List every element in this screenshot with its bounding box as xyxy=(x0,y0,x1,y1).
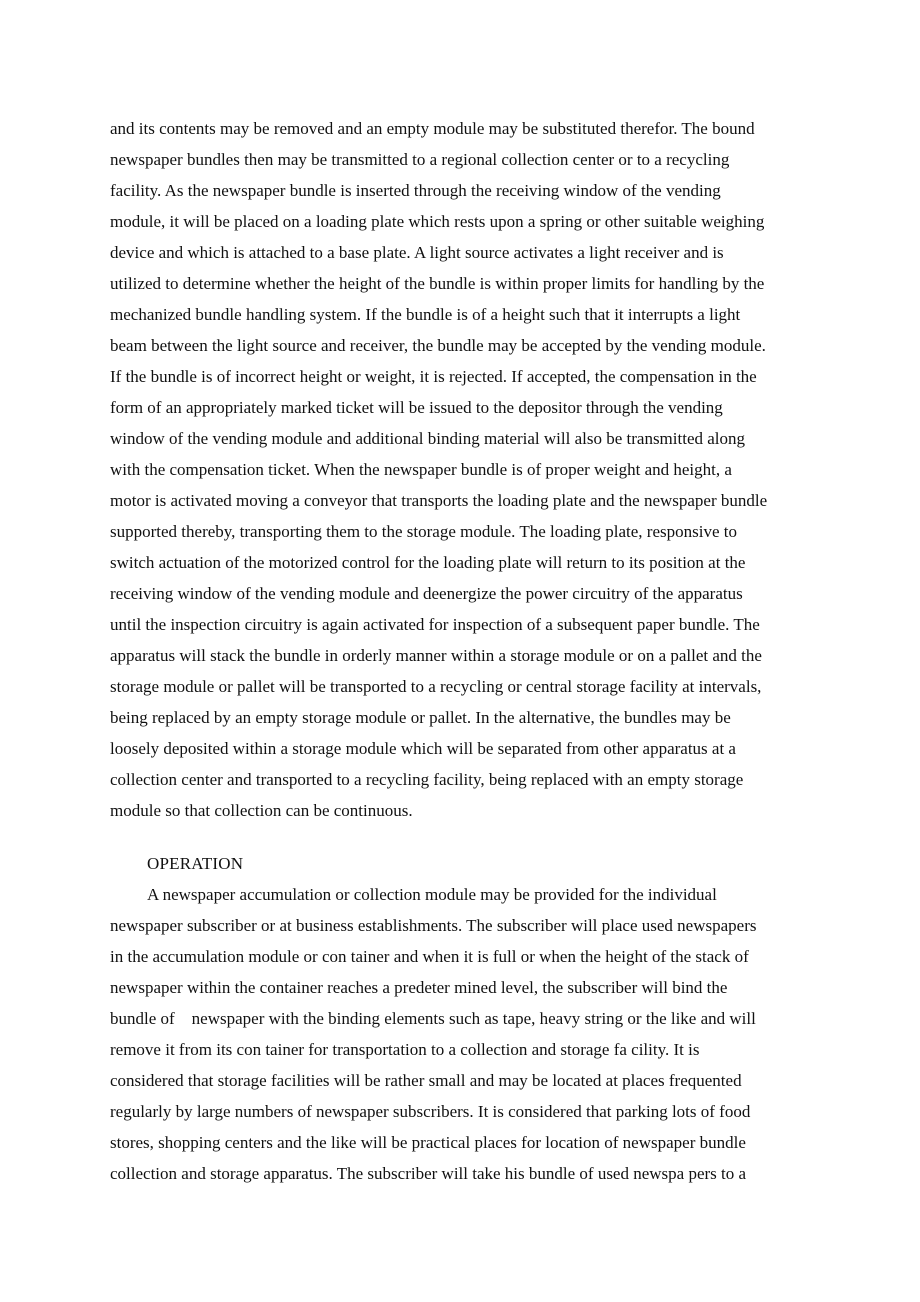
text-line: storage module or pallet will be transported to a recycling or central storage facility at intervals, xyxy=(110,677,762,696)
text-line: bundle of newspaper with the binding elements such as tape, heavy string or the like and will xyxy=(110,1009,756,1028)
text-line: stores, shopping centers and the like will be practical places for location of newspaper bundle xyxy=(110,1133,746,1152)
text-line: device and which is attached to a base plate. A light source activates a light receiver and is xyxy=(110,243,724,262)
text-line: module, it will be placed on a loading plate which rests upon a spring or other suitable weighing xyxy=(110,212,765,231)
text-line: newspaper subscriber or at business establishments. The subscriber will place used newspapers xyxy=(110,916,757,935)
text-line: in the accumulation module or con tainer and when it is full or when the height of the stack of xyxy=(110,947,749,966)
text-line: remove it from its con tainer for transportation to a collection and storage fa cility. It is xyxy=(110,1040,700,1059)
text-line: with the compensation ticket. When the newspaper bundle is of proper weight and height, a xyxy=(110,460,732,479)
text-line: A newspaper accumulation or collection module may be provided for the individual xyxy=(147,885,717,904)
text-line: supported thereby, transporting them to the storage module. The loading plate, responsive to xyxy=(110,522,737,541)
text-line: utilized to determine whether the height of the bundle is within proper limits for handling by the xyxy=(110,274,765,293)
text-line: apparatus will stack the bundle in orderly manner within a storage module or on a pallet and the xyxy=(110,646,762,665)
text-line: window of the vending module and additional binding material will also be transmitted along xyxy=(110,429,746,448)
text-line: beam between the light source and receiver, the bundle may be accepted by the vending module. xyxy=(110,336,766,355)
text-line: considered that storage facilities will be rather small and may be located at places frequented xyxy=(110,1071,742,1090)
body-paragraph-2 xyxy=(110,879,830,1189)
text-line: collection center and transported to a recycling facility, being replaced with an empty storage xyxy=(110,770,744,789)
text-line: newspaper within the container reaches a predeter mined level, the subscriber will bind the xyxy=(110,978,728,997)
section-heading-operation: OPERATION xyxy=(147,854,244,873)
text-line: newspaper bundles then may be transmitted to a regional collection center or to a recycling xyxy=(110,150,730,169)
text-line: motor is activated moving a conveyor that transports the loading plate and the newspaper bundle xyxy=(110,491,768,510)
text-line: collection and storage apparatus. The subscriber will take his bundle of used newspa pers to a xyxy=(110,1164,747,1183)
text-line: module so that collection can be continuous. xyxy=(110,801,413,820)
document-page xyxy=(110,113,830,1189)
text-line: switch actuation of the motorized control for the loading plate will return to its position at the xyxy=(110,553,746,572)
text-line: regularly by large numbers of newspaper subscribers. It is considered that parking lots of food xyxy=(110,1102,751,1121)
text-line: receiving window of the vending module and deenergize the power circuitry of the apparatus xyxy=(110,584,743,603)
text-line: until the inspection circuitry is again activated for inspection of a subsequent paper bundle. The xyxy=(110,615,760,634)
text-line: facility. As the newspaper bundle is inserted through the receiving window of the vending xyxy=(110,181,721,200)
text-line: If the bundle is of incorrect height or weight, it is rejected. If accepted, the compensation in the xyxy=(110,367,757,386)
text-line: loosely deposited within a storage module which will be separated from other apparatus at a xyxy=(110,739,736,758)
text-line: mechanized bundle handling system. If the bundle is of a height such that it interrupts a light xyxy=(110,305,741,324)
text-line: and its contents may be removed and an empty module may be substituted therefor. The bound xyxy=(110,119,755,138)
text-line: form of an appropriately marked ticket will be issued to the depositor through the vending xyxy=(110,398,723,417)
text-line: being replaced by an empty storage module or pallet. In the alternative, the bundles may be xyxy=(110,708,731,727)
body-paragraph-1 xyxy=(110,113,830,826)
